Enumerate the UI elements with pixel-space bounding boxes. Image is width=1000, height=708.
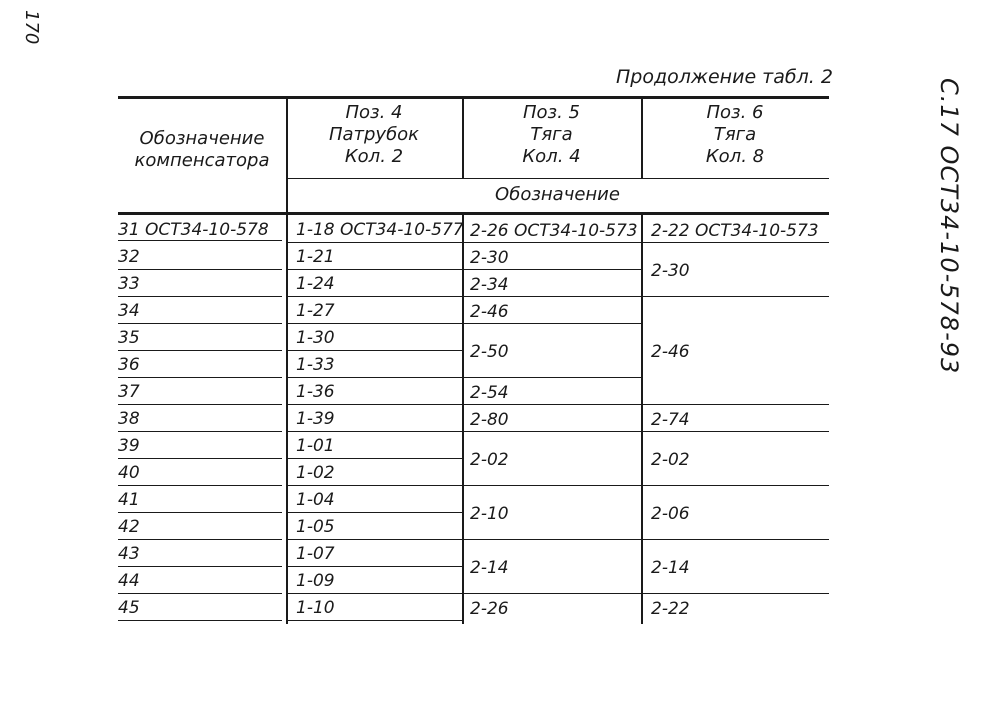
row-line-c1 — [118, 296, 282, 297]
row-pos4: 1-04 — [296, 490, 335, 510]
row-compensator: 39 — [118, 436, 140, 456]
row-pos6: 2-14 — [651, 558, 690, 578]
page-number: 170 — [21, 10, 42, 45]
row-line-c2 — [286, 377, 462, 378]
row-pos5: 2-54 — [470, 382, 509, 403]
row-line-c1 — [118, 593, 282, 594]
row-pos6: 2-02 — [651, 450, 690, 470]
header-pos5-line: Тяга — [530, 124, 573, 145]
row-compensator: 38 — [118, 409, 140, 429]
row-line-c2 — [286, 485, 462, 486]
row-pos5: 2-30 — [470, 247, 509, 268]
header-subrule — [286, 178, 829, 179]
row-pos4: 1-02 — [296, 463, 335, 483]
row-pos4: 1-33 — [296, 355, 335, 375]
row-pos4: 1-10 — [296, 598, 335, 618]
row-pos4: 1-27 — [296, 301, 335, 321]
row-line-c1 — [118, 458, 282, 459]
row-line-c1 — [118, 377, 282, 378]
row-pos6: 2-74 — [651, 409, 690, 430]
header-bottom-rule — [118, 212, 829, 215]
header-designation-line: Обозначение — [139, 128, 265, 149]
row-line-c2 — [286, 458, 462, 459]
header-pos4-line: Поз. 4 — [345, 102, 403, 123]
row-line-c2 — [286, 269, 462, 270]
row-line-c1 — [118, 539, 282, 540]
row-pos6: 2-22 — [651, 598, 690, 619]
row-line-c1 — [118, 485, 282, 486]
row-line-c2 — [286, 242, 462, 243]
row-pos4: 1-36 — [296, 382, 335, 402]
row-pos5: 2-02 — [470, 450, 509, 470]
row-line-c2 — [286, 566, 462, 567]
row-line-c3 — [462, 485, 641, 486]
row-pos4: 1-09 — [296, 571, 335, 591]
row-line-c3 — [462, 539, 641, 540]
row-compensator: 43 — [118, 544, 140, 564]
row-compensator: 37 — [118, 382, 140, 402]
row-compensator: 35 — [118, 328, 140, 348]
row-line-c3 — [462, 269, 641, 270]
row-line-c3 — [462, 404, 641, 405]
row-line-c2 — [286, 404, 462, 405]
col-sep-2-body — [462, 214, 464, 624]
row-line-c1 — [118, 323, 282, 324]
row-compensator: 34 — [118, 301, 140, 321]
col-sep-3-body — [641, 214, 643, 624]
header-designation-line: компенсатора — [134, 150, 270, 171]
row-line-c1 — [118, 350, 282, 351]
row-compensator: 36 — [118, 355, 140, 375]
table-continuation-caption: Продолжение табл. 2 — [616, 66, 833, 88]
row-pos5: 2-26 — [470, 598, 509, 619]
row-line-c4 — [641, 539, 829, 540]
row-pos6: 2-22 ОСТ34-10-573 — [651, 220, 819, 241]
row-line-c4 — [641, 404, 829, 405]
header-designation-sub: Обозначение — [495, 184, 620, 205]
row-pos4: 1-24 — [296, 274, 335, 294]
row-line-c2 — [286, 350, 462, 351]
row-line-c2 — [286, 431, 462, 432]
row-line-c4 — [641, 242, 829, 243]
row-compensator: 31 ОСТ34-10-578 — [118, 220, 269, 240]
row-line-c2 — [286, 323, 462, 324]
row-compensator: 41 — [118, 490, 140, 510]
row-compensator: 45 — [118, 598, 140, 618]
header-pos5-line: Кол. 4 — [522, 146, 581, 167]
row-line-c2 — [286, 512, 462, 513]
row-compensator: 33 — [118, 274, 140, 294]
row-line-c1 — [118, 566, 282, 567]
row-line-c2 — [286, 593, 462, 594]
row-pos5: 2-46 — [470, 301, 509, 322]
row-line-c4 — [641, 296, 829, 297]
row-compensator: 44 — [118, 571, 140, 591]
row-pos6: 2-06 — [651, 504, 690, 524]
row-pos4: 1-18 ОСТ34-10-577 — [296, 220, 464, 240]
row-pos5: 2-14 — [470, 558, 509, 578]
row-pos4: 1-30 — [296, 328, 335, 348]
header-pos4-line: Патрубок — [328, 124, 420, 145]
row-line-c3 — [462, 242, 641, 243]
row-pos5: 2-34 — [470, 274, 509, 295]
row-pos4: 1-01 — [296, 436, 335, 456]
header-pos6-line: Тяга — [713, 124, 757, 145]
row-line-c2 — [286, 620, 462, 621]
row-line-c3 — [462, 593, 641, 594]
row-pos5: 2-80 — [470, 409, 509, 430]
header-pos6-line: Поз. 6 — [706, 102, 764, 123]
row-line-c4 — [641, 593, 829, 594]
row-line-c3 — [462, 296, 641, 297]
header-pos6-line: Кол. 8 — [705, 146, 765, 167]
row-line-c1 — [118, 404, 282, 405]
row-line-c3 — [462, 431, 641, 432]
row-line-c3 — [462, 323, 641, 324]
row-pos4: 1-05 — [296, 517, 335, 537]
row-pos5: 2-26 ОСТ34-10-573 — [470, 220, 638, 241]
row-pos5: 2-10 — [470, 504, 509, 524]
row-line-c3 — [462, 377, 641, 378]
row-pos6: 2-46 — [651, 342, 690, 362]
header-pos4-line: Кол. 2 — [344, 146, 404, 167]
document-code: С.17 ОСТ34-10-578-93 — [935, 78, 963, 375]
row-line-c1-first — [118, 240, 282, 241]
row-compensator: 40 — [118, 463, 140, 483]
table-top-rule — [118, 96, 829, 99]
row-pos4: 1-21 — [296, 247, 335, 267]
row-pos6: 2-30 — [651, 261, 690, 281]
row-line-c2 — [286, 296, 462, 297]
col-sep-1 — [286, 98, 288, 624]
row-line-c2 — [286, 539, 462, 540]
row-pos5: 2-50 — [470, 342, 509, 362]
row-line-c1 — [118, 620, 282, 621]
row-line-c4 — [641, 431, 829, 432]
row-pos4: 1-07 — [296, 544, 335, 564]
row-compensator: 32 — [118, 247, 140, 267]
row-line-c1 — [118, 269, 282, 270]
row-compensator: 42 — [118, 517, 140, 537]
row-line-c1 — [118, 431, 282, 432]
header-pos5-line: Поз. 5 — [522, 102, 580, 123]
row-pos4: 1-39 — [296, 409, 335, 429]
row-line-c4 — [641, 485, 829, 486]
row-line-c1 — [118, 512, 282, 513]
